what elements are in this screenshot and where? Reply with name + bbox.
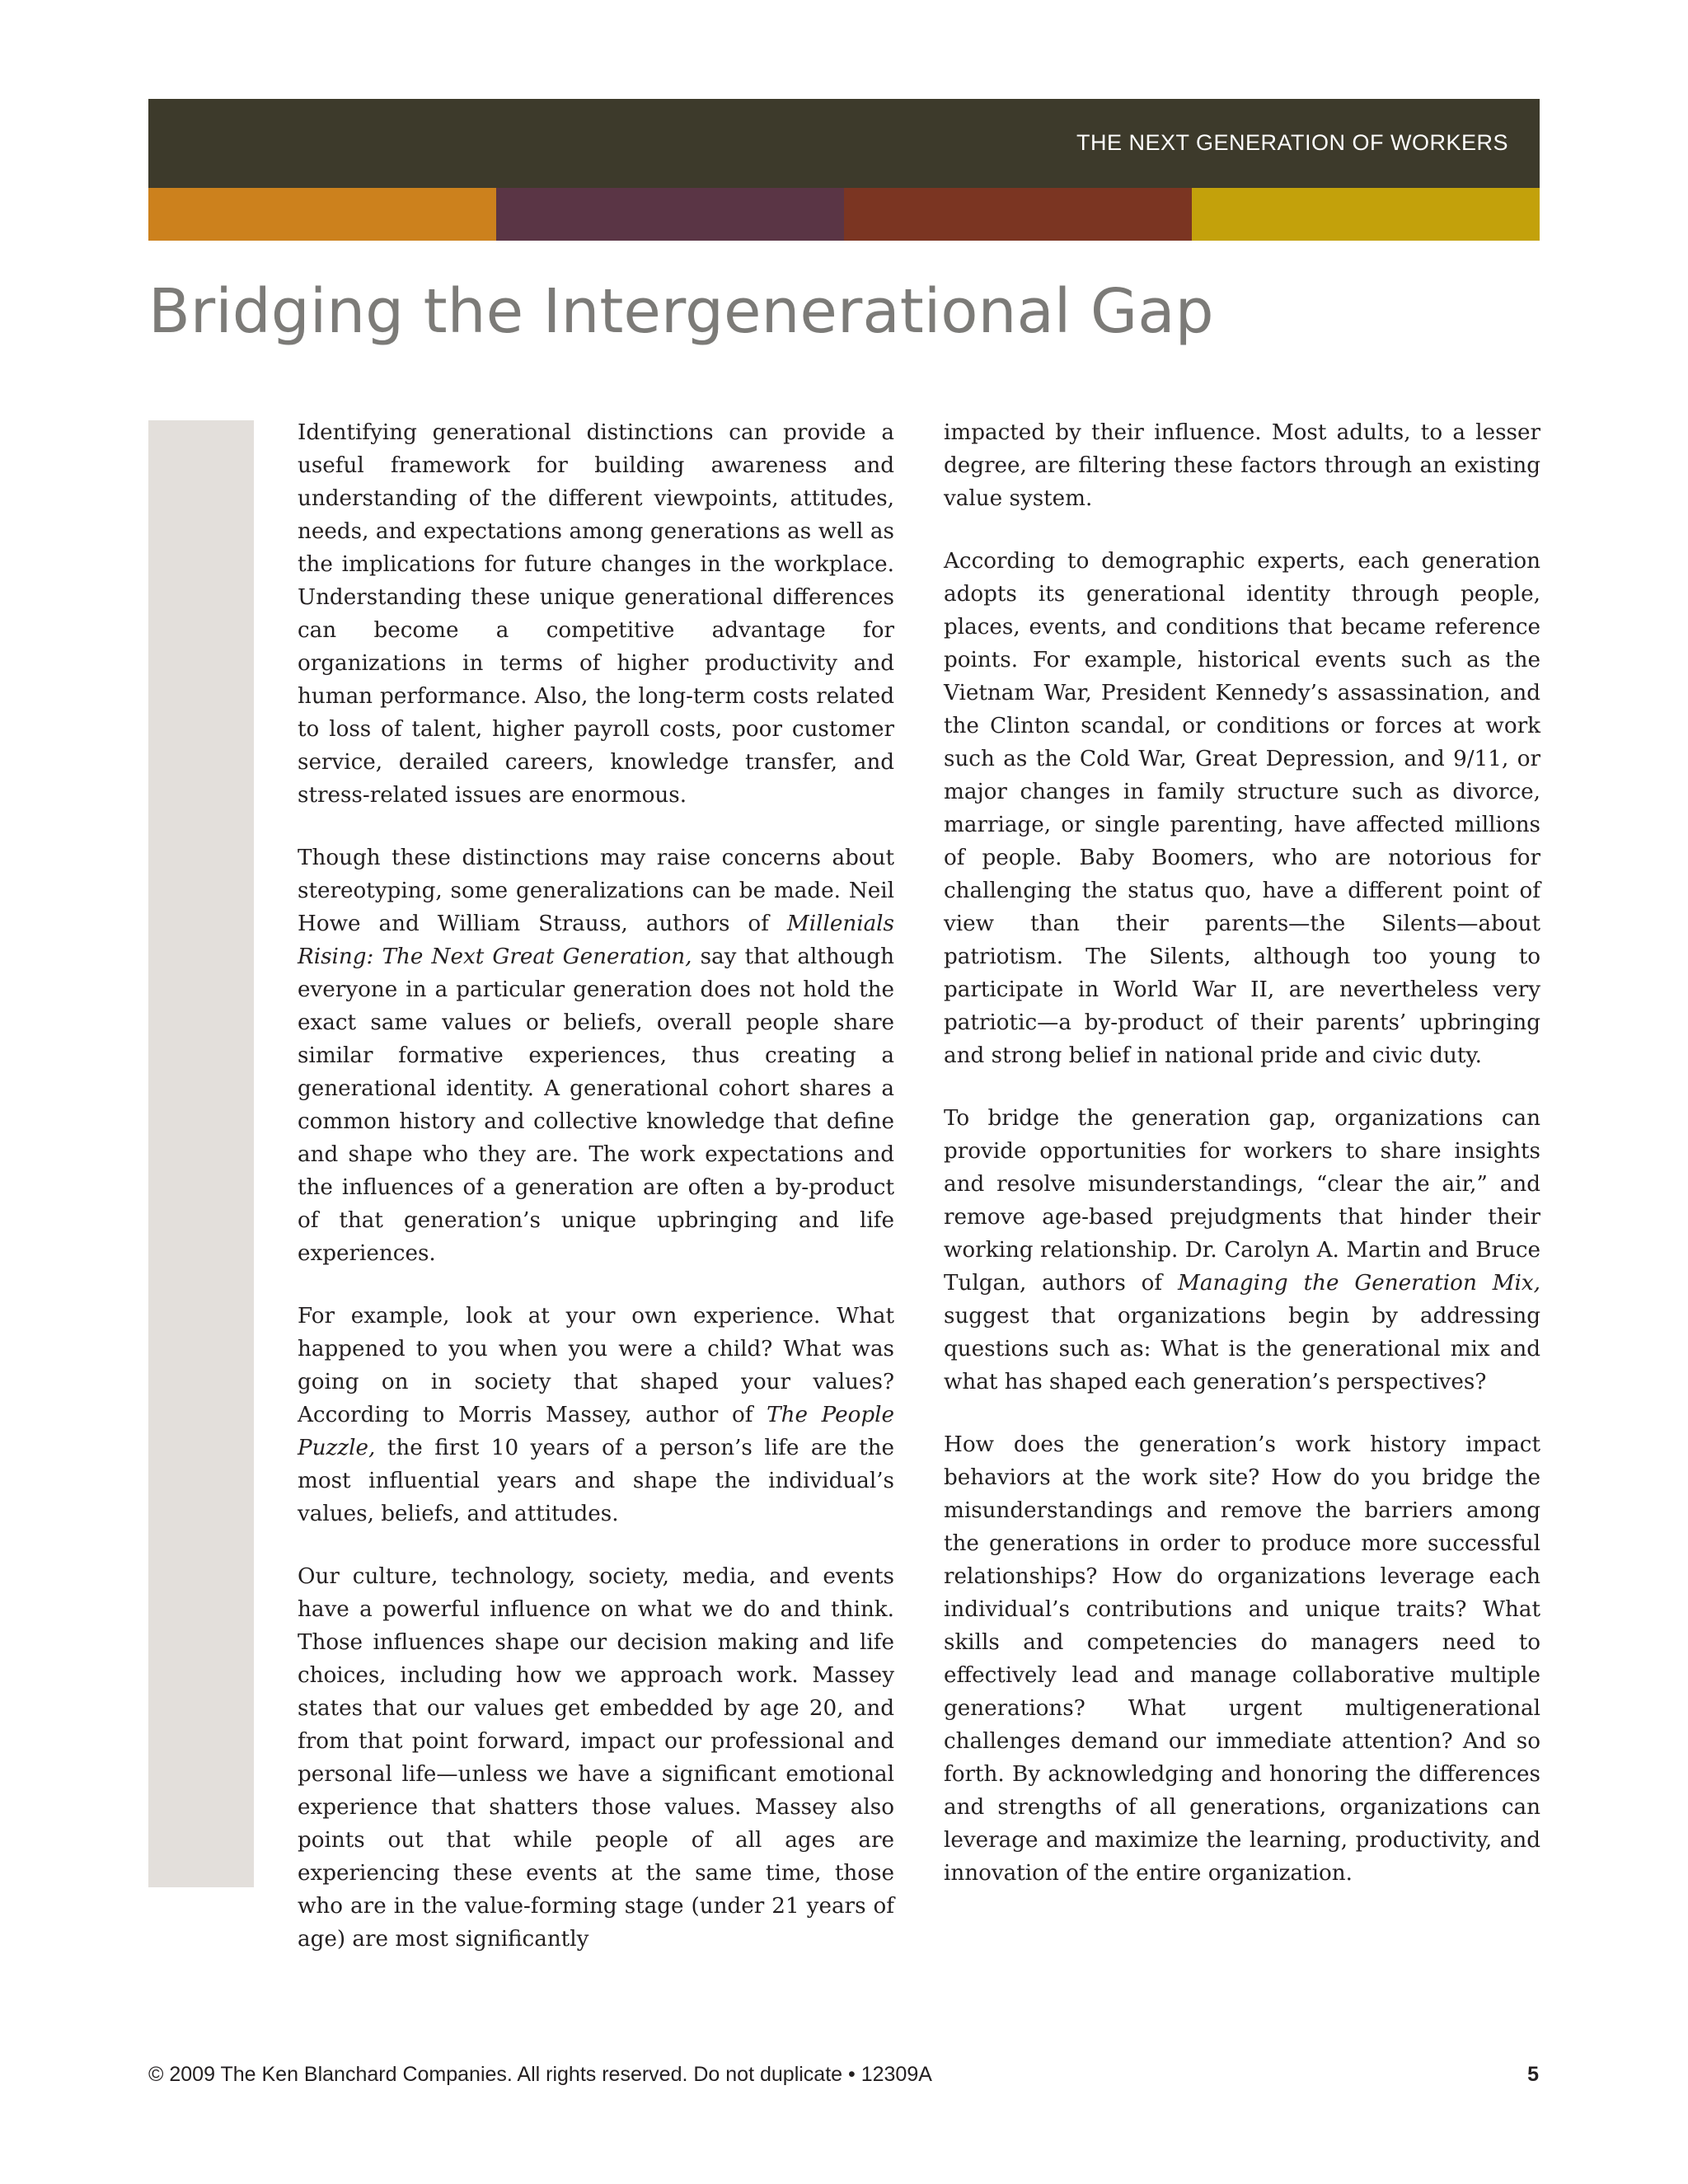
book-title: The People Puzzle, — [298, 1403, 894, 1460]
paragraph: How does the generation’s work history impact behaviors at the work site? How do you bridge the misunderstandings and remove the barriers among the generations in order to produce more successful relationships? How do organizations leverage each individual’s contributions and unique traits? What skills and competencies do managers need to effectively lead and manage collaborative multiple generations? What urgent multigenerational challenges demand our immediate attention? And so forth. By acknowledging and honoring the differences and strengths of all generations, organizations can leverage and maximize the learning, productivity, and innovation of the entire organization. — [944, 1432, 1540, 1886]
paragraph: For example, look at your own experience. What happened to you when you were a child? What was going on in society that shaped your values? According to Morris Massey, author of The People Puzzle, the first 10 years of a person’s life are the most influential years and shape the individual’s values, beliefs, and attitudes. — [298, 1304, 894, 1526]
stripe-gold — [1192, 188, 1540, 241]
paragraph: Identifying generational distinctions can provide a useful framework for building awareness and understanding of the different viewpoints, attitudes, needs, and expectations among generations as well as the implications for future changes in the workplace. Understanding these unique generational differences can become a competitive advantage for organizations in terms of higher productivity and human performance. Also, the long-term costs related to loss of talent, higher payroll costs, poor customer service, derailed careers, knowledge transfer, and stress-related issues are enormous. — [298, 420, 894, 808]
page-title: Bridging the Intergenerational Gap — [148, 276, 1214, 347]
header-bar — [148, 99, 1540, 188]
side-bar-decoration — [148, 420, 254, 1887]
stripe-orange — [148, 188, 496, 241]
paragraph: Though these distinctions may raise concerns about stereotyping, some generalizations can be made. Neil Howe and William Strauss, authors of Millenials Rising: The Next Great Generation, say that although everyone in a particular generation does not hold the exact same values or beliefs, overall people share similar formative experiences, thus creating a generational identity. A generational cohort shares a common history and collective knowledge that define and shape who they are. The work expectations and the influences of a generation are often a by-product of that generation’s unique upbringing and life experiences. — [298, 846, 895, 1266]
book-title: Managing the Generation Mix, — [1178, 1271, 1540, 1296]
footer-copyright: © 2009 The Ken Blanchard Companies. All rights reserved. Do not duplicate • 12309A — [148, 2063, 932, 2086]
paragraph: impacted by their influence. Most adults, to a lesser degree, are filtering these factors through an existing value system. — [944, 420, 1540, 511]
right-column — [944, 416, 1540, 1919]
paragraph: Our culture, technology, society, media, and events have a powerful influence on what we do and think. Those influences shape our decision making and life choices, including how we approach work. Massey states that our values get embedded by age 20, and from that point forward, impact our professional and personal life—unless we have a significant emotional experience that shatters those values. Massey also points out that while people of all ages are experiencing these events at the same time, those who are in the value-forming stage (under 21 years of age) are most significantly — [298, 1564, 894, 1952]
left-column — [298, 416, 894, 1985]
book-title: Millenials Rising: The Next Great Generation, — [298, 912, 894, 969]
page-number: 5 — [1527, 2063, 1539, 2086]
header-title: THE NEXT GENERATION OF WORKERS — [1076, 130, 1508, 155]
color-stripes — [148, 188, 1540, 241]
paragraph: To bridge the generation gap, organizations can provide opportunities for workers to share insights and resolve misunderstandings, “clear the air,” and remove age-based prejudgments that hinder their working relationship. Dr. Carolyn A. Martin and Bruce Tulgan, authors of Managing the Generation Mix, suggest that organizations begin by addressing questions such as: What is the generational mix and what has shaped each generation’s perspectives? — [944, 1106, 1540, 1394]
stripe-rust — [844, 188, 1192, 241]
stripe-plum — [496, 188, 844, 241]
paragraph: According to demographic experts, each generation adopts its generational identity through people, places, events, and conditions that became reference points. For example, historical events such as the Vietnam War, President Kennedy’s assassination, and the Clinton scandal, or conditions or forces at work such as the Cold War, Great Depression, and 9/11, or major changes in family structure such as divorce, marriage, or single parenting, have affected millions of people. Baby Boomers, who are notorious for challenging the status quo, have a different point of view than their parents—the Silents—about patriotism. The Silents, although too young to participate in World War II, are nevertheless very patriotic—a by-product of their parents’ upbringing and strong belief in national pride and civic duty. — [944, 549, 1540, 1068]
